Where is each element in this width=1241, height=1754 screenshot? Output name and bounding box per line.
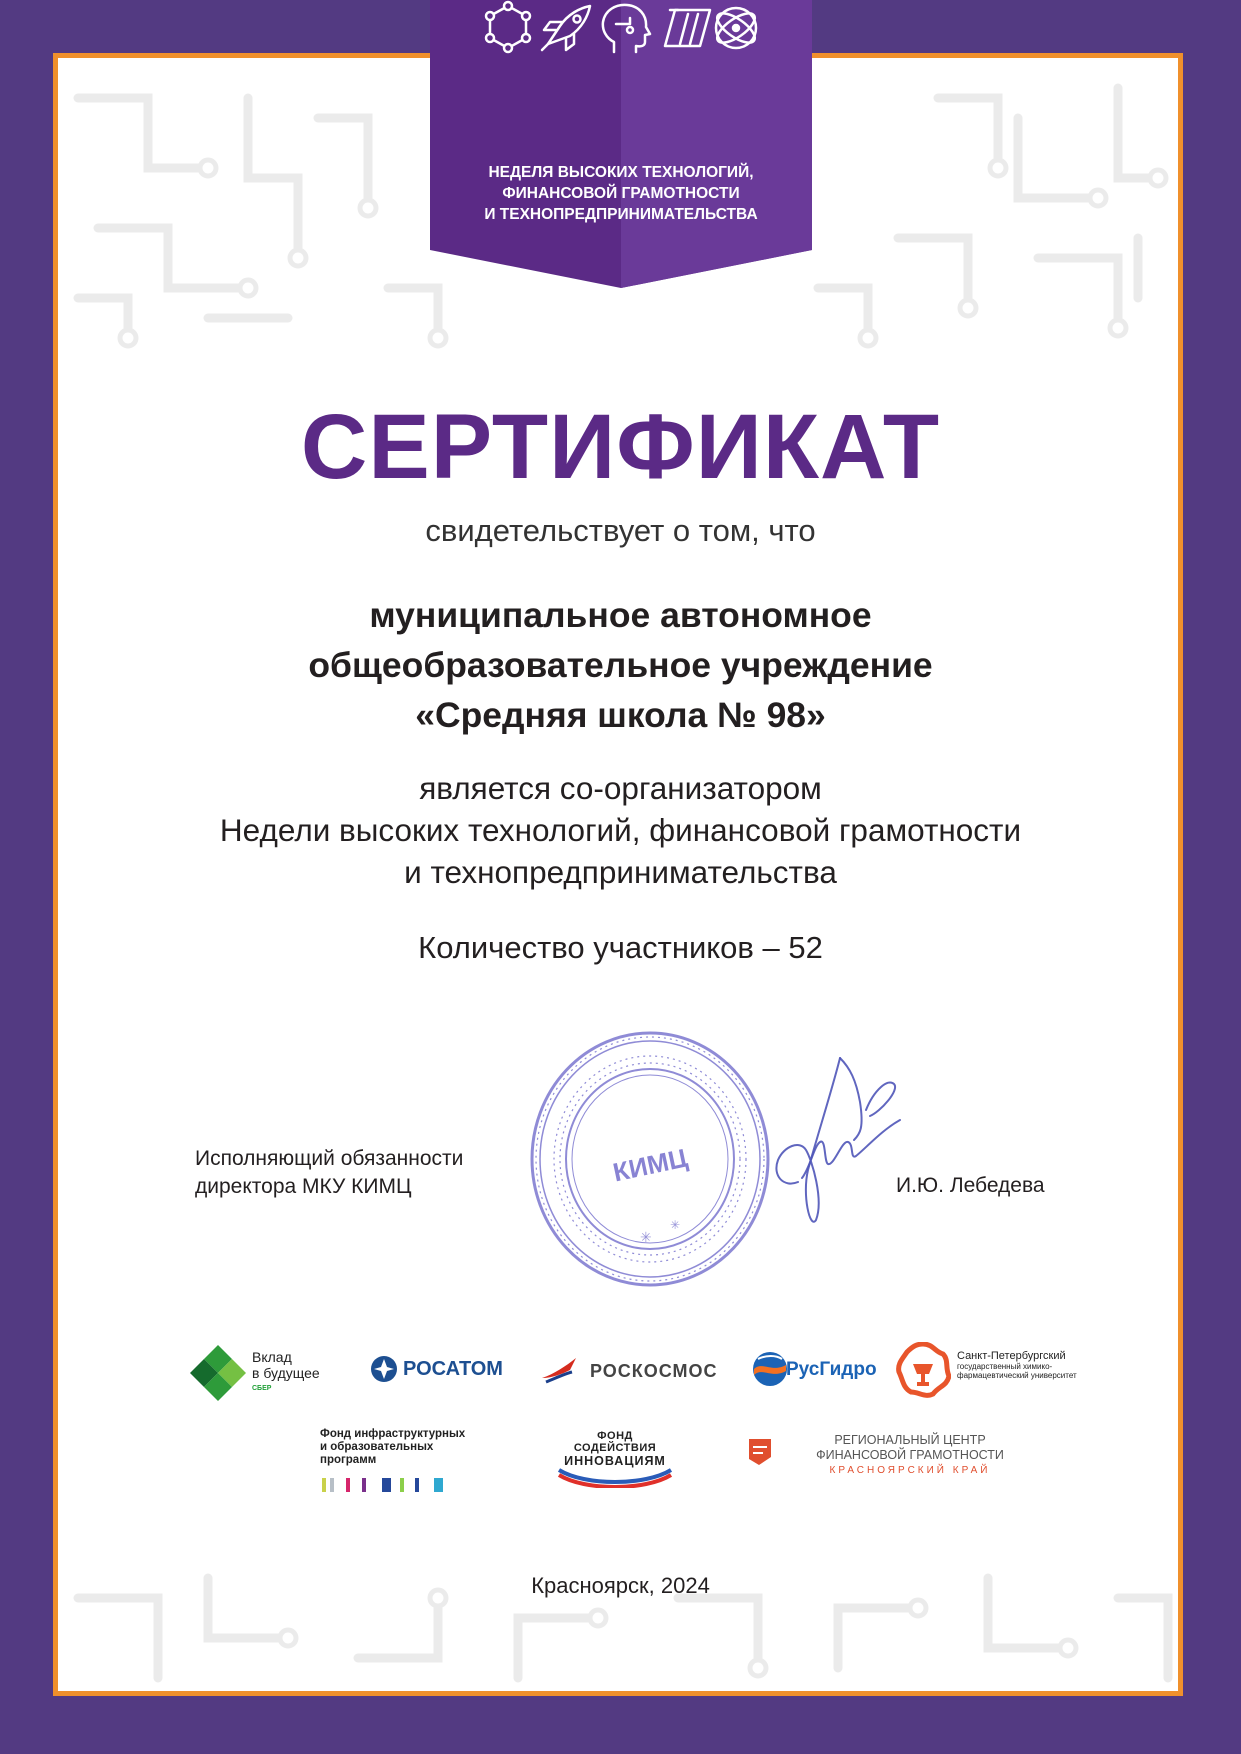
- organization-line: «Средняя школа № 98»: [415, 695, 826, 735]
- rosatom-text: РОСАТОМ: [403, 1358, 503, 1380]
- signer-position-line: директора МКУ КИМЦ: [195, 1175, 412, 1198]
- fiop-text: и образовательных: [320, 1441, 434, 1453]
- role-line: и технопредпринимательства: [404, 854, 837, 890]
- svg-text:✳: ✳: [640, 1229, 652, 1245]
- certificate-title: СЕРТИФИКАТ: [300, 396, 941, 498]
- atom-icon: [713, 8, 759, 48]
- event-title-line: НЕДЕЛЯ ВЫСОКИХ ТЕХНОЛОГИЙ,: [488, 164, 754, 181]
- university-text: Санкт-Петербургский: [957, 1350, 1066, 1362]
- event-title: [430, 162, 812, 225]
- logo-fond-innovations: [555, 1430, 675, 1490]
- logo-fiop: [320, 1428, 490, 1492]
- fiop-color-bars: [320, 1478, 460, 1492]
- rushydro-text: РусГидро: [786, 1359, 877, 1380]
- logo-vklad: [190, 1345, 340, 1401]
- vklad-icon: [190, 1345, 250, 1401]
- fiop-text: Фонд инфраструктурных: [320, 1428, 466, 1440]
- svg-text:✳: ✳: [670, 1218, 681, 1232]
- organization-line: муниципальное автономное: [369, 595, 872, 635]
- logo-regional-center: [745, 1433, 1035, 1481]
- official-stamp: [520, 1024, 780, 1294]
- roscosmos-text: РОСКОСМОС: [590, 1361, 718, 1381]
- role-line: является со-организатором: [419, 770, 822, 806]
- regional-center-icon: [745, 1435, 775, 1467]
- event-title-line: ФИНАНСОВОЙ ГРАМОТНОСТИ: [502, 185, 740, 202]
- network-icon: [486, 2, 530, 52]
- circuit-pattern-bottom: [58, 1538, 1178, 1696]
- rocket-icon: [542, 6, 590, 50]
- city-year: Красноярск, 2024: [531, 1573, 710, 1598]
- fond-text: ИННОВАЦИЯМ: [564, 1454, 666, 1468]
- vklad-text: в будущее: [252, 1365, 320, 1381]
- rosatom-icon: [370, 1355, 398, 1383]
- organization-line: общеобразовательное учреждение: [308, 645, 933, 685]
- regional-text: РЕГИОНАЛЬНЫЙ ЦЕНТР: [834, 1433, 986, 1447]
- role-text: [0, 767, 1241, 893]
- fond-flag-wave: [555, 1462, 675, 1488]
- logo-spb-university: [895, 1342, 1095, 1398]
- vklad-text: СБЕР: [252, 1385, 272, 1392]
- role-line: Недели высоких технологий, финансовой грамотности: [219, 812, 1022, 848]
- signer-name: И.Ю. Лебедева: [896, 1174, 1045, 1197]
- finance-icon: [665, 10, 710, 46]
- fond-text: ФОНД СОДЕЙСТВИЯ: [573, 1430, 657, 1454]
- event-title-line: И ТЕХНОПРЕДПРИНИМАТЕЛЬСТВА: [484, 206, 758, 223]
- roscosmos-icon: [540, 1356, 580, 1384]
- logo-roscosmos: [540, 1356, 730, 1386]
- logo-rosatom: [370, 1355, 510, 1385]
- certificate-subtitle: свидетельствует о том, что: [425, 513, 816, 548]
- vklad-text: Вклад: [252, 1349, 292, 1365]
- head-icon: [603, 5, 650, 52]
- university-text: государственный химико-: [957, 1362, 1053, 1371]
- university-icon: [895, 1342, 951, 1398]
- participants-count: Количество участников – 52: [418, 930, 823, 965]
- logo-rushydro: [752, 1351, 882, 1387]
- stamp-label: КИМЦ: [610, 1142, 691, 1188]
- organization-name: [0, 590, 1241, 740]
- handwritten-signature: [770, 1050, 920, 1230]
- event-ribbon: [430, 0, 812, 288]
- fiop-text: программ: [320, 1454, 377, 1466]
- regional-text: ФИНАНСОВОЙ ГРАМОТНОСТИ: [816, 1448, 1004, 1462]
- university-text: фармацевтический университет: [957, 1371, 1077, 1380]
- regional-text: КРАСНОЯРСКИЙ КРАЙ: [829, 1465, 991, 1476]
- signer-position: [195, 1145, 463, 1201]
- signer-position-line: Исполняющий обязанности: [195, 1147, 464, 1170]
- rushydro-icon: [752, 1351, 788, 1387]
